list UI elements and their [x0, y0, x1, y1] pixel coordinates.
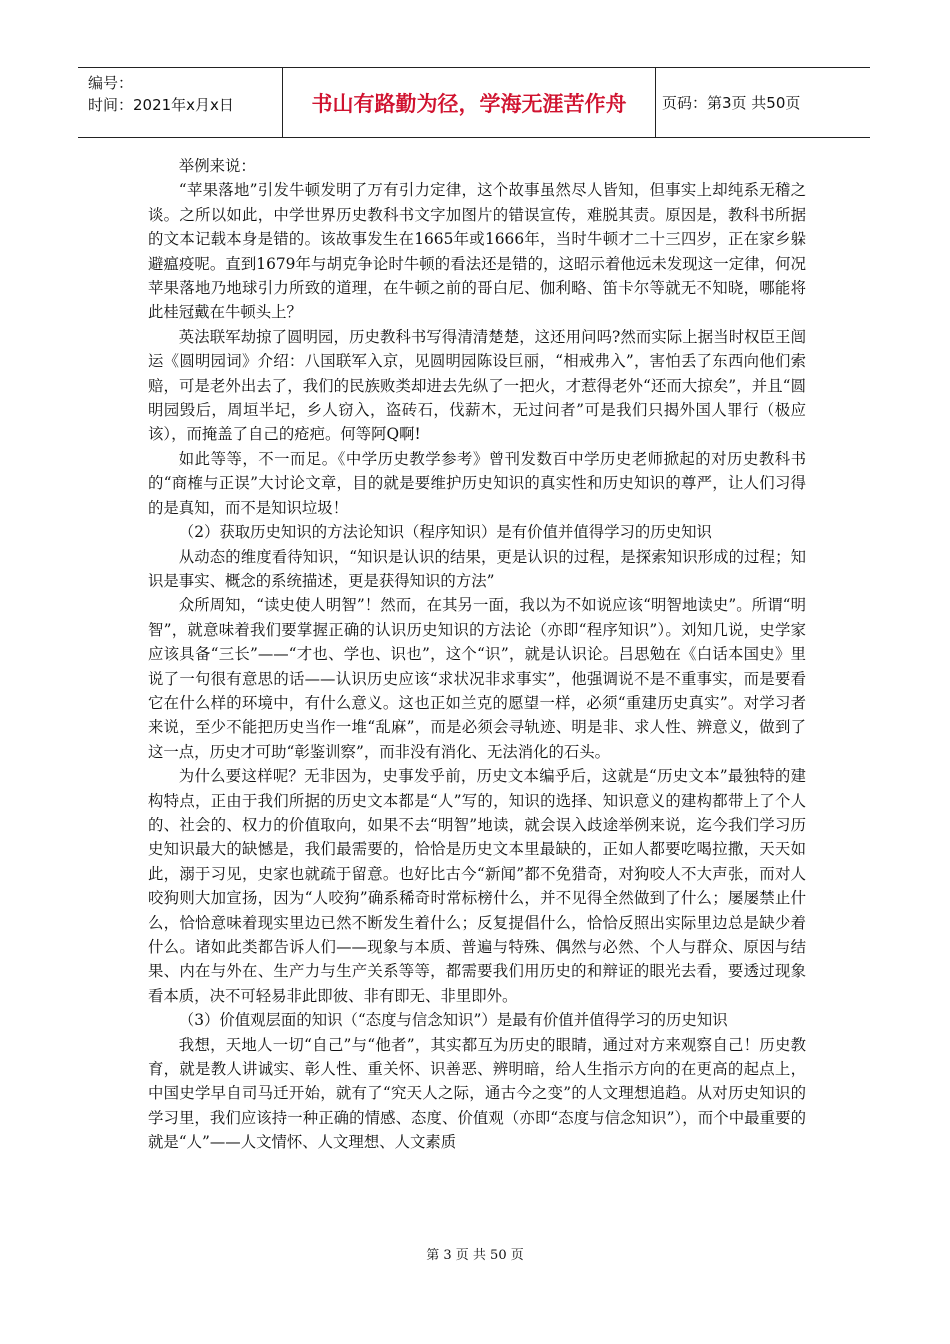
date-label: 时间：2021年x月x日	[88, 96, 234, 114]
serial-label: 编号：	[88, 74, 134, 92]
paragraph: 英法联军劫掠了圆明园，历史教科书写得清清楚楚，这还用问吗?然而实际上据当时权臣王闿运《圆明园词》介绍：八国联军入京，见圆明园陈设巨丽，“相戒弗入”，害怕丢了东西向他们索赔，可是老外出去了，我们的民族败类却进去先纵了一把火，才惹得老外“还而大掠矣”，并且“圆明园毁后，周垣半圮，乡人窃入，盗砖石，伐薪木，无过问者”可是我们只揭外国人罪行（极应该），而掩盖了自己的疮疤。何等阿Q啊!	[148, 327, 806, 444]
paragraph: “苹果落地”引发牛顿发明了万有引力定律，这个故事虽然尽人皆知，但事实上却纯系无稽之谈。之所以如此，中学世界历史教科书文字加图片的错误宣传，难脱其责。原因是，教科书所据的文本记载本身是错的。该故事发生在1665年或1666年，当时牛顿才二十三四岁，正在家乡躲避瘟疫呢。直到1679年与胡克争论时牛顿的看法还是错的，这昭示着他远未发现这一定律，何况苹果落地乃地球引力所致的道理，在牛顿之前的哥白尼、伽利略、笛卡尔等就无不知晓，哪能将此桂冠戴在牛顿头上？	[148, 181, 806, 322]
header-left-cell	[78, 68, 283, 137]
section-heading: （2）获取历史知识的方法论知识（程序知识）是有价值并值得学习的历史知识	[178, 523, 712, 542]
paragraph: 举例来说：	[178, 157, 256, 175]
paragraph: 如此等等，不一而足。《中学历史教学参考》曾刊发数百中学历史老师掀起的对历史教科书的“商榷与正误”大讨论文章，目的就是要维护历史知识的真实性和历史知识的尊严，让人们习得的是真知，而不是知识垃圾！	[148, 449, 806, 517]
paragraph: 我想，天地人一切“自己”与“他者”，其实都互为历史的眼睛，通过对方来观察自己！历史教育，就是教人讲诚实、彰人性、重关怀、识善恶、辨明暗，给人生指示方向的在更高的起点上，中国史学早自司马迁开始，就有了“究天人之际，通古今之变”的人文理想追趋。从对历史知识的学习里，我们应该持一种正确的情感、态度、价值观（亦即“态度与信念知识”），而个中最重要的就是“人”——人文情怀、人文理想、人文素质	[148, 1035, 806, 1152]
page-footer: 第 3 页 共 50 页	[426, 1248, 524, 1263]
paragraph: 从动态的维度看待知识，“知识是认识的结果，更是认识的过程，是探索知识形成的过程；知识是事实、概念的系统描述，更是获得知识的方法”	[148, 547, 806, 590]
page-header	[78, 67, 870, 138]
paragraph: 众所周知，“读史使人明智”！然而，在其另一面，我以为不如说应该“明智地读史”。所谓“明智”，就意味着我们要掌握正确的认识历史知识的方法论（亦即“程序知识”）。刘知几说，史学家应该具备“三长”——“才也、学也、识也”，这个“识”，就是认识论。吕思勉在《白话本国史》里说了一句很有意思的话——认识历史应该“求状况非求事实”，他强调说不是不重事实，而是要看它在什么样的环境中，有什么意义。这也正如兰克的愿望一样，必须“重建历史真实”。对学习者来说，至少不能把历史当作一堆“乱麻”，而是必须会寻轨迹、明是非、求人性、辨意义，做到了这一点，历史才可助“彰鉴训察”，而非没有消化、无法消化的石头。	[148, 596, 806, 761]
page-label: 页码：第3页 共50页	[662, 94, 801, 112]
motto: 书山有路勤为径，学海无涯苦作舟	[283, 68, 656, 137]
paragraph: 为什么要这样呢？无非因为，史事发乎前，历史文本编乎后，这就是“历史文本”最独特的建构特点，正由于我们所据的历史文本都是“人”写的，知识的选择、知识意义的建构都带上了个人的、社会的、权力的价值取向，如果不去“明智”地读，就会误入歧途举例来说，迄今我们学习历史知识最大的缺憾是，我们最需要的，恰恰是历史文本里最缺的，正如人都要吃喝拉撒，天天如此，溺于习见，史家也就疏于留意。也好比古今“新闻”都不免猎奇，对狗咬人不大声张，而对人咬狗则大加宣扬，因为“人咬狗”确系稀奇时常标榜什么，并不见得全然做到了什么；屡屡禁止什么，恰恰意味着现实里边已然不断发生着什么；反复提倡什么，恰恰反照出实际里边总是缺少着什么。诸如此类都告诉人们——现象与本质、普遍与特殊、偶然与必然、个人与群众、原因与结果、内在与外在、生产力与生产关系等等，都需要我们用历史的和辩证的眼光去看，要透过现象看本质，决不可轻易非此即彼、非有即无、非里即外。	[148, 767, 806, 1005]
document-body	[148, 154, 806, 1155]
section-heading: （3）价值观层面的知识（“态度与信念知识”）是最有价值并值得学习的历史知识	[178, 1011, 728, 1030]
